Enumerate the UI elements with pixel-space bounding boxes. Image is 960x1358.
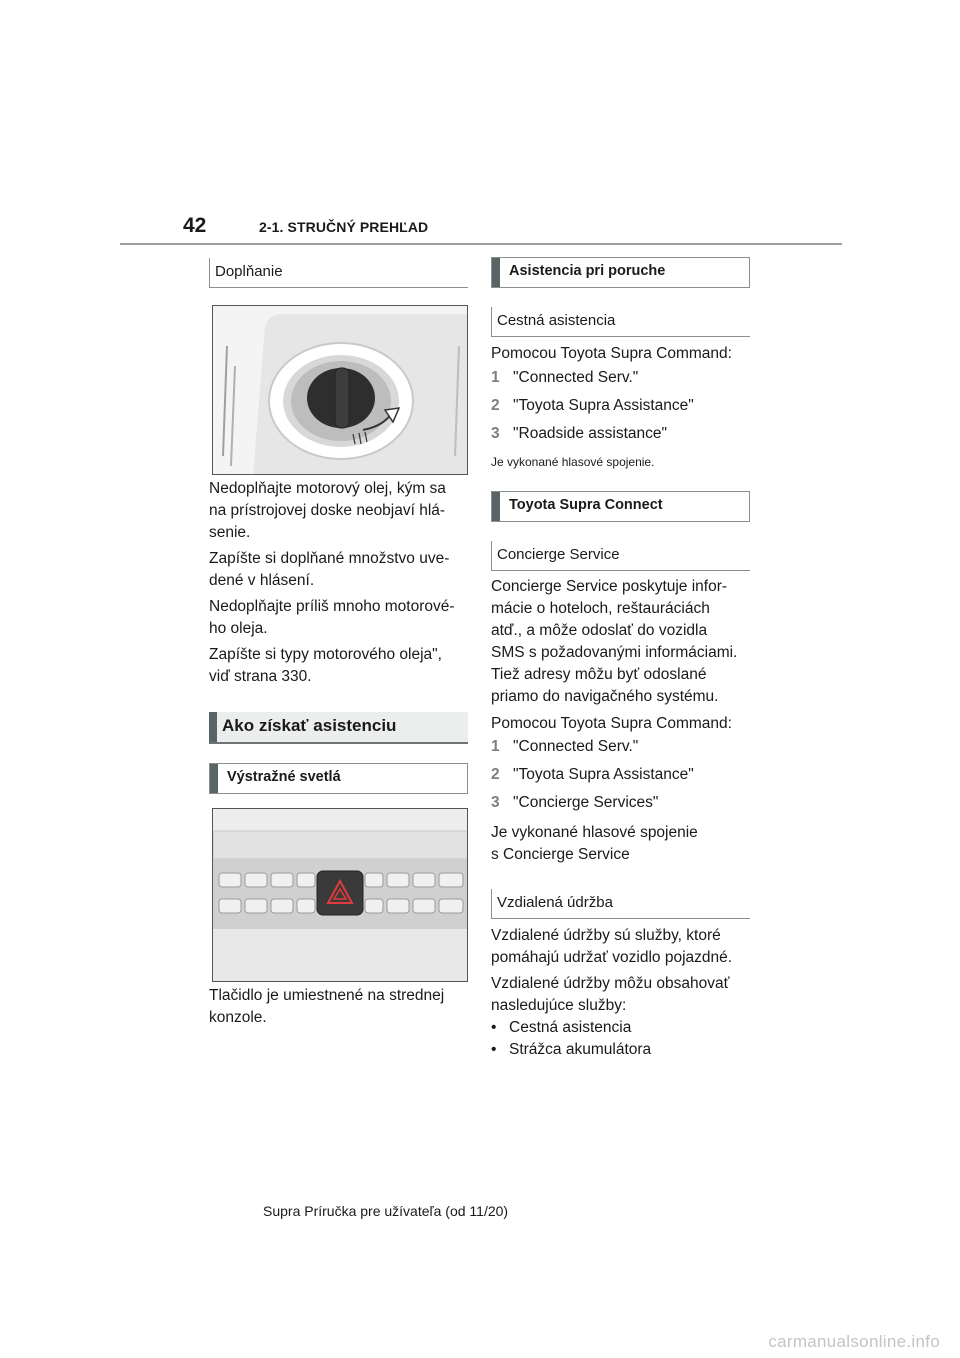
remote-line: Vzdialené údržby sú služby, ktoré xyxy=(491,927,721,944)
step-item: 2 "Toyota Supra Assistance" xyxy=(491,766,694,783)
bullet-item: • Cestná asistencia xyxy=(491,1019,632,1036)
supra-connect-heading: Toyota Supra Connect xyxy=(491,491,750,522)
refill-text xyxy=(209,478,468,688)
hazard-button-figure xyxy=(212,808,468,982)
command-intro: Pomocou Toyota Supra Command: xyxy=(491,345,732,362)
bullet-item: • Strážca akumulátora xyxy=(491,1041,652,1058)
oil-filler-cap-figure xyxy=(212,305,468,475)
concierge-line: mácie o hoteloch, reštauráciách xyxy=(491,600,710,617)
voice-concierge-line: s Concierge Service xyxy=(491,846,630,863)
concierge-text xyxy=(491,576,750,708)
step-item: 2 "Toyota Supra Assistance" xyxy=(491,397,694,414)
remote-line: nasledujúce služby: xyxy=(491,997,627,1014)
remote-maintenance-heading: Vzdialená údržba xyxy=(491,889,750,919)
step-item: 3 "Concierge Services" xyxy=(491,794,659,811)
command-intro: Pomocou Toyota Supra Command: xyxy=(491,715,732,732)
page-number: 42 xyxy=(183,214,207,237)
refill-line: Zapíšte si typy motorového oleja", xyxy=(209,646,442,663)
remote-line: pomáhajú udržať vozidlo pojazdné. xyxy=(491,949,733,966)
refill-line: na prístrojovej doske neobjaví hlá- xyxy=(209,502,446,519)
concierge-line: priamo do navigačného systému. xyxy=(491,688,719,705)
assistance-heading: Ako získať asistenciu xyxy=(209,712,468,744)
header-divider xyxy=(120,243,842,245)
concierge-line: Concierge Service poskytuje infor- xyxy=(491,578,728,595)
concierge-line: atď., a môže odoslať do vozidla xyxy=(491,622,708,639)
voice-note: Je vykonané hlasové spojenie. xyxy=(491,455,655,469)
roadside-heading: Cestná asistencia xyxy=(491,307,750,337)
refill-heading: Doplňanie xyxy=(209,258,468,288)
concierge-line: Tiež adresy môžu byť odoslané xyxy=(491,666,707,683)
remote-text xyxy=(491,925,750,1061)
remote-line: Vzdialené údržby môžu obsahovať xyxy=(491,975,730,992)
warning-lights-heading: Výstražné svetlá xyxy=(209,763,468,794)
step-item: 1 "Connected Serv." xyxy=(491,738,639,755)
step-item: 1 "Connected Serv." xyxy=(491,369,639,386)
footer-text: Supra Príručka pre užívateľa (od 11/20) xyxy=(263,1203,509,1219)
concierge-heading: Concierge Service xyxy=(491,541,750,571)
voice-concierge-line: Je vykonané hlasové spojenie xyxy=(491,824,698,841)
refill-line: Zapíšte si doplňané množstvo uve- xyxy=(209,550,450,567)
watermark: carmanualsonline.info xyxy=(768,1332,940,1351)
refill-line: Nedoplňajte príliš mnoho motorové- xyxy=(209,598,455,615)
console-text xyxy=(209,985,468,1029)
refill-line: ho oleja. xyxy=(209,620,268,637)
refill-line: Nedoplňajte motorový olej, kým sa xyxy=(209,480,446,497)
step-item: 3 "Roadside assistance" xyxy=(491,425,668,442)
refill-line: viď strana 330. xyxy=(209,668,312,685)
voice-concierge-text xyxy=(491,822,750,866)
section-title: 2-1. STRUČNÝ PREHĽAD xyxy=(259,219,429,235)
breakdown-assistance-heading: Asistencia pri poruche xyxy=(491,257,750,288)
refill-line: senie. xyxy=(209,524,251,541)
oil-filler-cap-illustration xyxy=(213,306,468,475)
console-line: Tlačidlo je umiestnené na strednej xyxy=(209,987,445,1004)
hazard-button-illustration xyxy=(213,809,468,982)
concierge-line: SMS s požadovanými informáciami. xyxy=(491,644,738,661)
refill-line: dené v hlásení. xyxy=(209,572,315,589)
console-line: konzole. xyxy=(209,1009,267,1026)
